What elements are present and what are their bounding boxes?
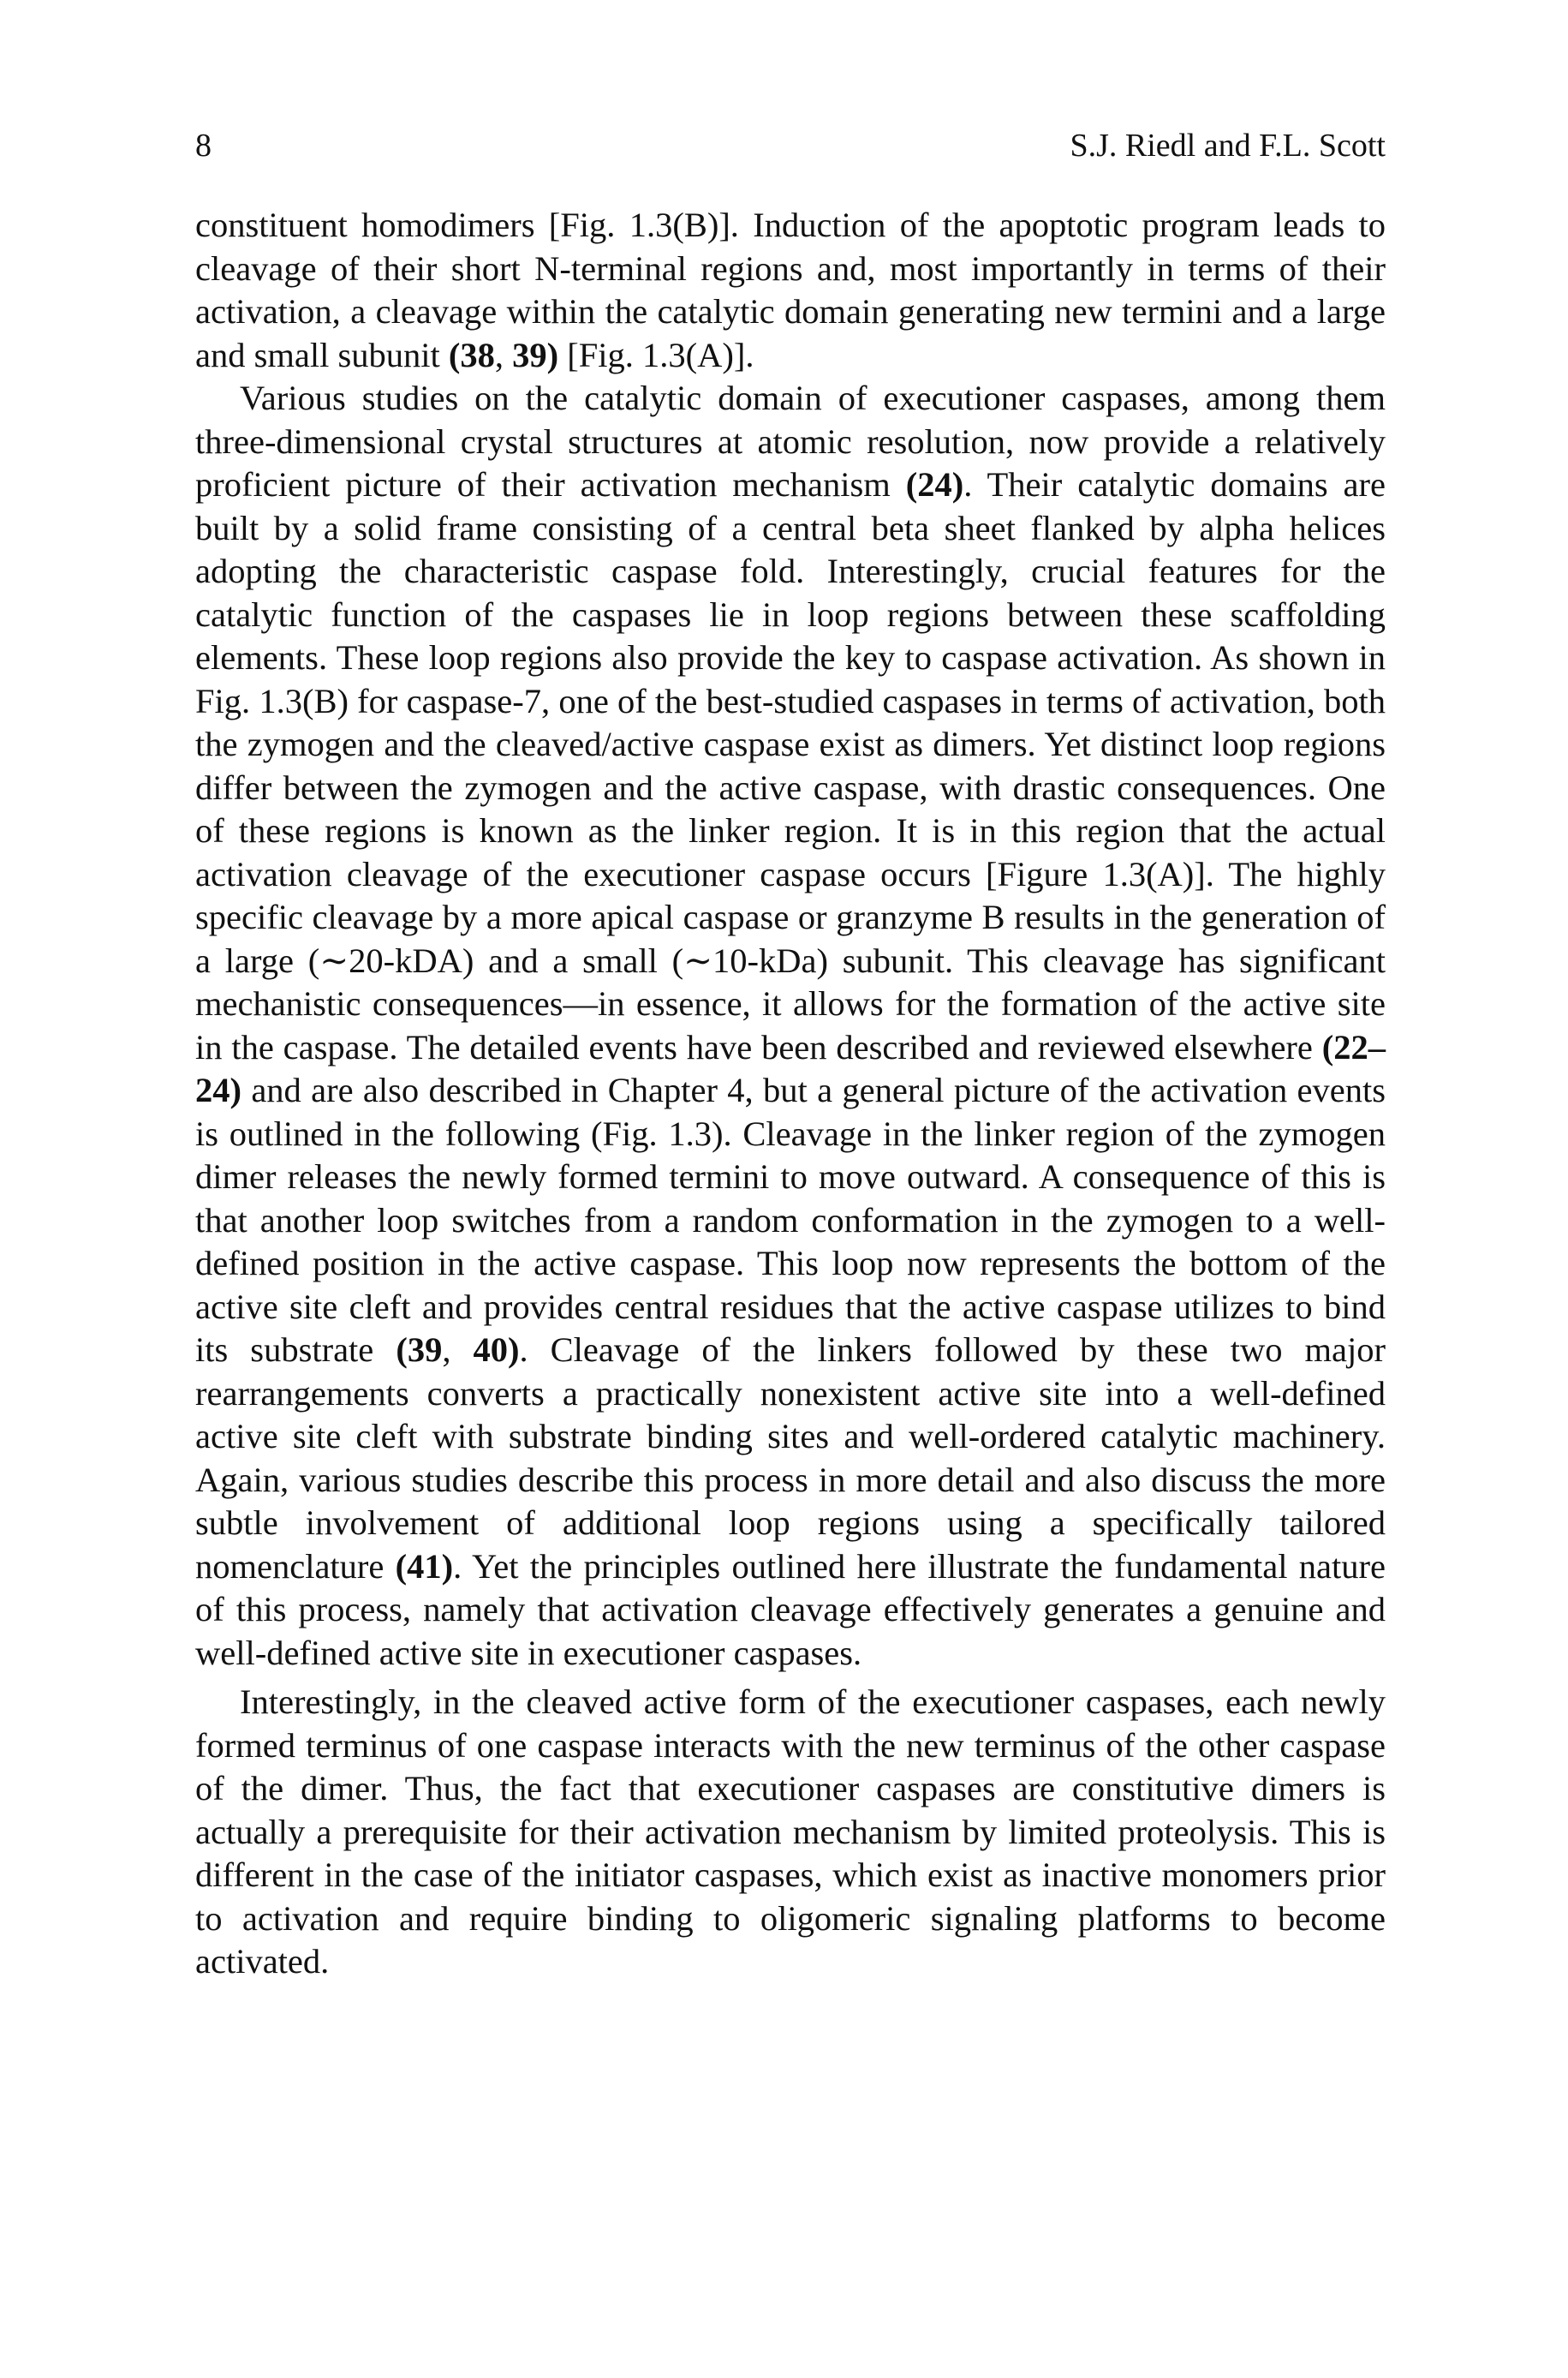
citation-ref: 40) (473, 1330, 520, 1369)
text-run: , (442, 1330, 474, 1369)
text-run: constituent homodimers [Fig. 1.3(B)]. Induction of the apoptotic program leads to cleavage of their short N-terminal regions and, most importantly in terms of their activation, a cleavage within the catalytic domain generating new termini and a large and small subunit (195, 206, 1386, 374)
paragraph-3 (195, 1681, 1386, 1984)
citation-ref: (41) (395, 1546, 454, 1586)
citation-ref: (22–24) (195, 1027, 1386, 1109)
body-text (195, 204, 1386, 1984)
citation-ref: (38 (448, 335, 495, 374)
citation-ref: (24) (905, 465, 964, 504)
page-number: 8 (195, 128, 212, 164)
running-head (195, 124, 1386, 167)
text-run: . Cleavage of the linkers followed by these two major rearrangements converts a practically nonexistent active site into a well-defined active site cleft with substrate binding sites and well-ordered catalytic machinery. Again, various studies describe this process in more detail and also discuss the more subtle involvement of additional loop regions using a specifically tailored nomenclature (195, 1330, 1386, 1586)
text-run: , (494, 335, 513, 374)
text-run: Various studies on the catalytic domain of executioner caspases, among them three-dimensional crystal structures at atomic resolution, now provide a relatively proficient picture of their activation mechanism (195, 379, 1386, 504)
paragraph-1 (195, 204, 1386, 377)
text-run: . Their catalytic domains are built by a solid frame consisting of a central beta sheet flanked by alpha helices adopting the characteristic caspase fold. Interestingly, crucial features for the catalytic function of the caspases lie in loop regions between these scaffolding elements. These loop regions also provide the key to caspase activation. As shown in Fig. 1.3(B) for caspase-7, one of the best-studied caspases in terms of activation, both the zymogen and the cleaved/active caspase exist as dimers. Yet distinct loop regions differ between the zymogen and the active caspase, with drastic consequences. One of these regions is known as the linker region. It is in this region that the actual activation cleavage of the executioner caspase occurs [Figure 1.3(A)]. The highly specific cleavage by a more apical caspase or granzyme B results in the generation of a large (∼20-kDA) and a small (∼10-kDa) subunit. This cleavage has significant mechanistic consequences—in essence, it allows for the formation of the active site in the caspase. The detailed events have been described and reviewed elsewhere (195, 465, 1386, 1067)
citation-ref: 39) (512, 335, 559, 374)
paragraph-2 (195, 377, 1386, 1675)
text-run: [Fig. 1.3(A)]. (558, 335, 754, 374)
citation-ref: (39 (396, 1330, 443, 1369)
running-head-authors: S.J. Riedl and F.L. Scott (1070, 128, 1386, 164)
text-run: Interestingly, in the cleaved active form of the executioner caspases, each newly formed terminus of one caspase interacts with the new terminus of the other caspase of the dimer. Thus, the fact that executioner caspases are constitutive dimers is actually a prerequisite for their activation mechanism by limited proteolysis. This is different in the case of the initiator caspases, which exist as inactive monomers prior to activation and require binding to oligomeric signaling platforms to become activated. (195, 1682, 1386, 1981)
text-run: and are also described in Chapter 4, but a general picture of the activation events is outlined in the following (Fig. 1.3). Cleavage in the linker region of the zymogen dimer releases the newly formed termini to move outward. A consequence of this is that another loop switches from a random conformation in the zymogen to a well-defined position in the active caspase. This loop now represents the bottom of the active site cleft and provides central residues that the active caspase utilizes to bind its substrate (195, 1071, 1386, 1369)
text-run: . Yet the principles outlined here illustrate the fundamental nature of this process, namely that activation cleavage effectively generates a genuine and well-defined active site in executioner caspases. (195, 1546, 1386, 1672)
